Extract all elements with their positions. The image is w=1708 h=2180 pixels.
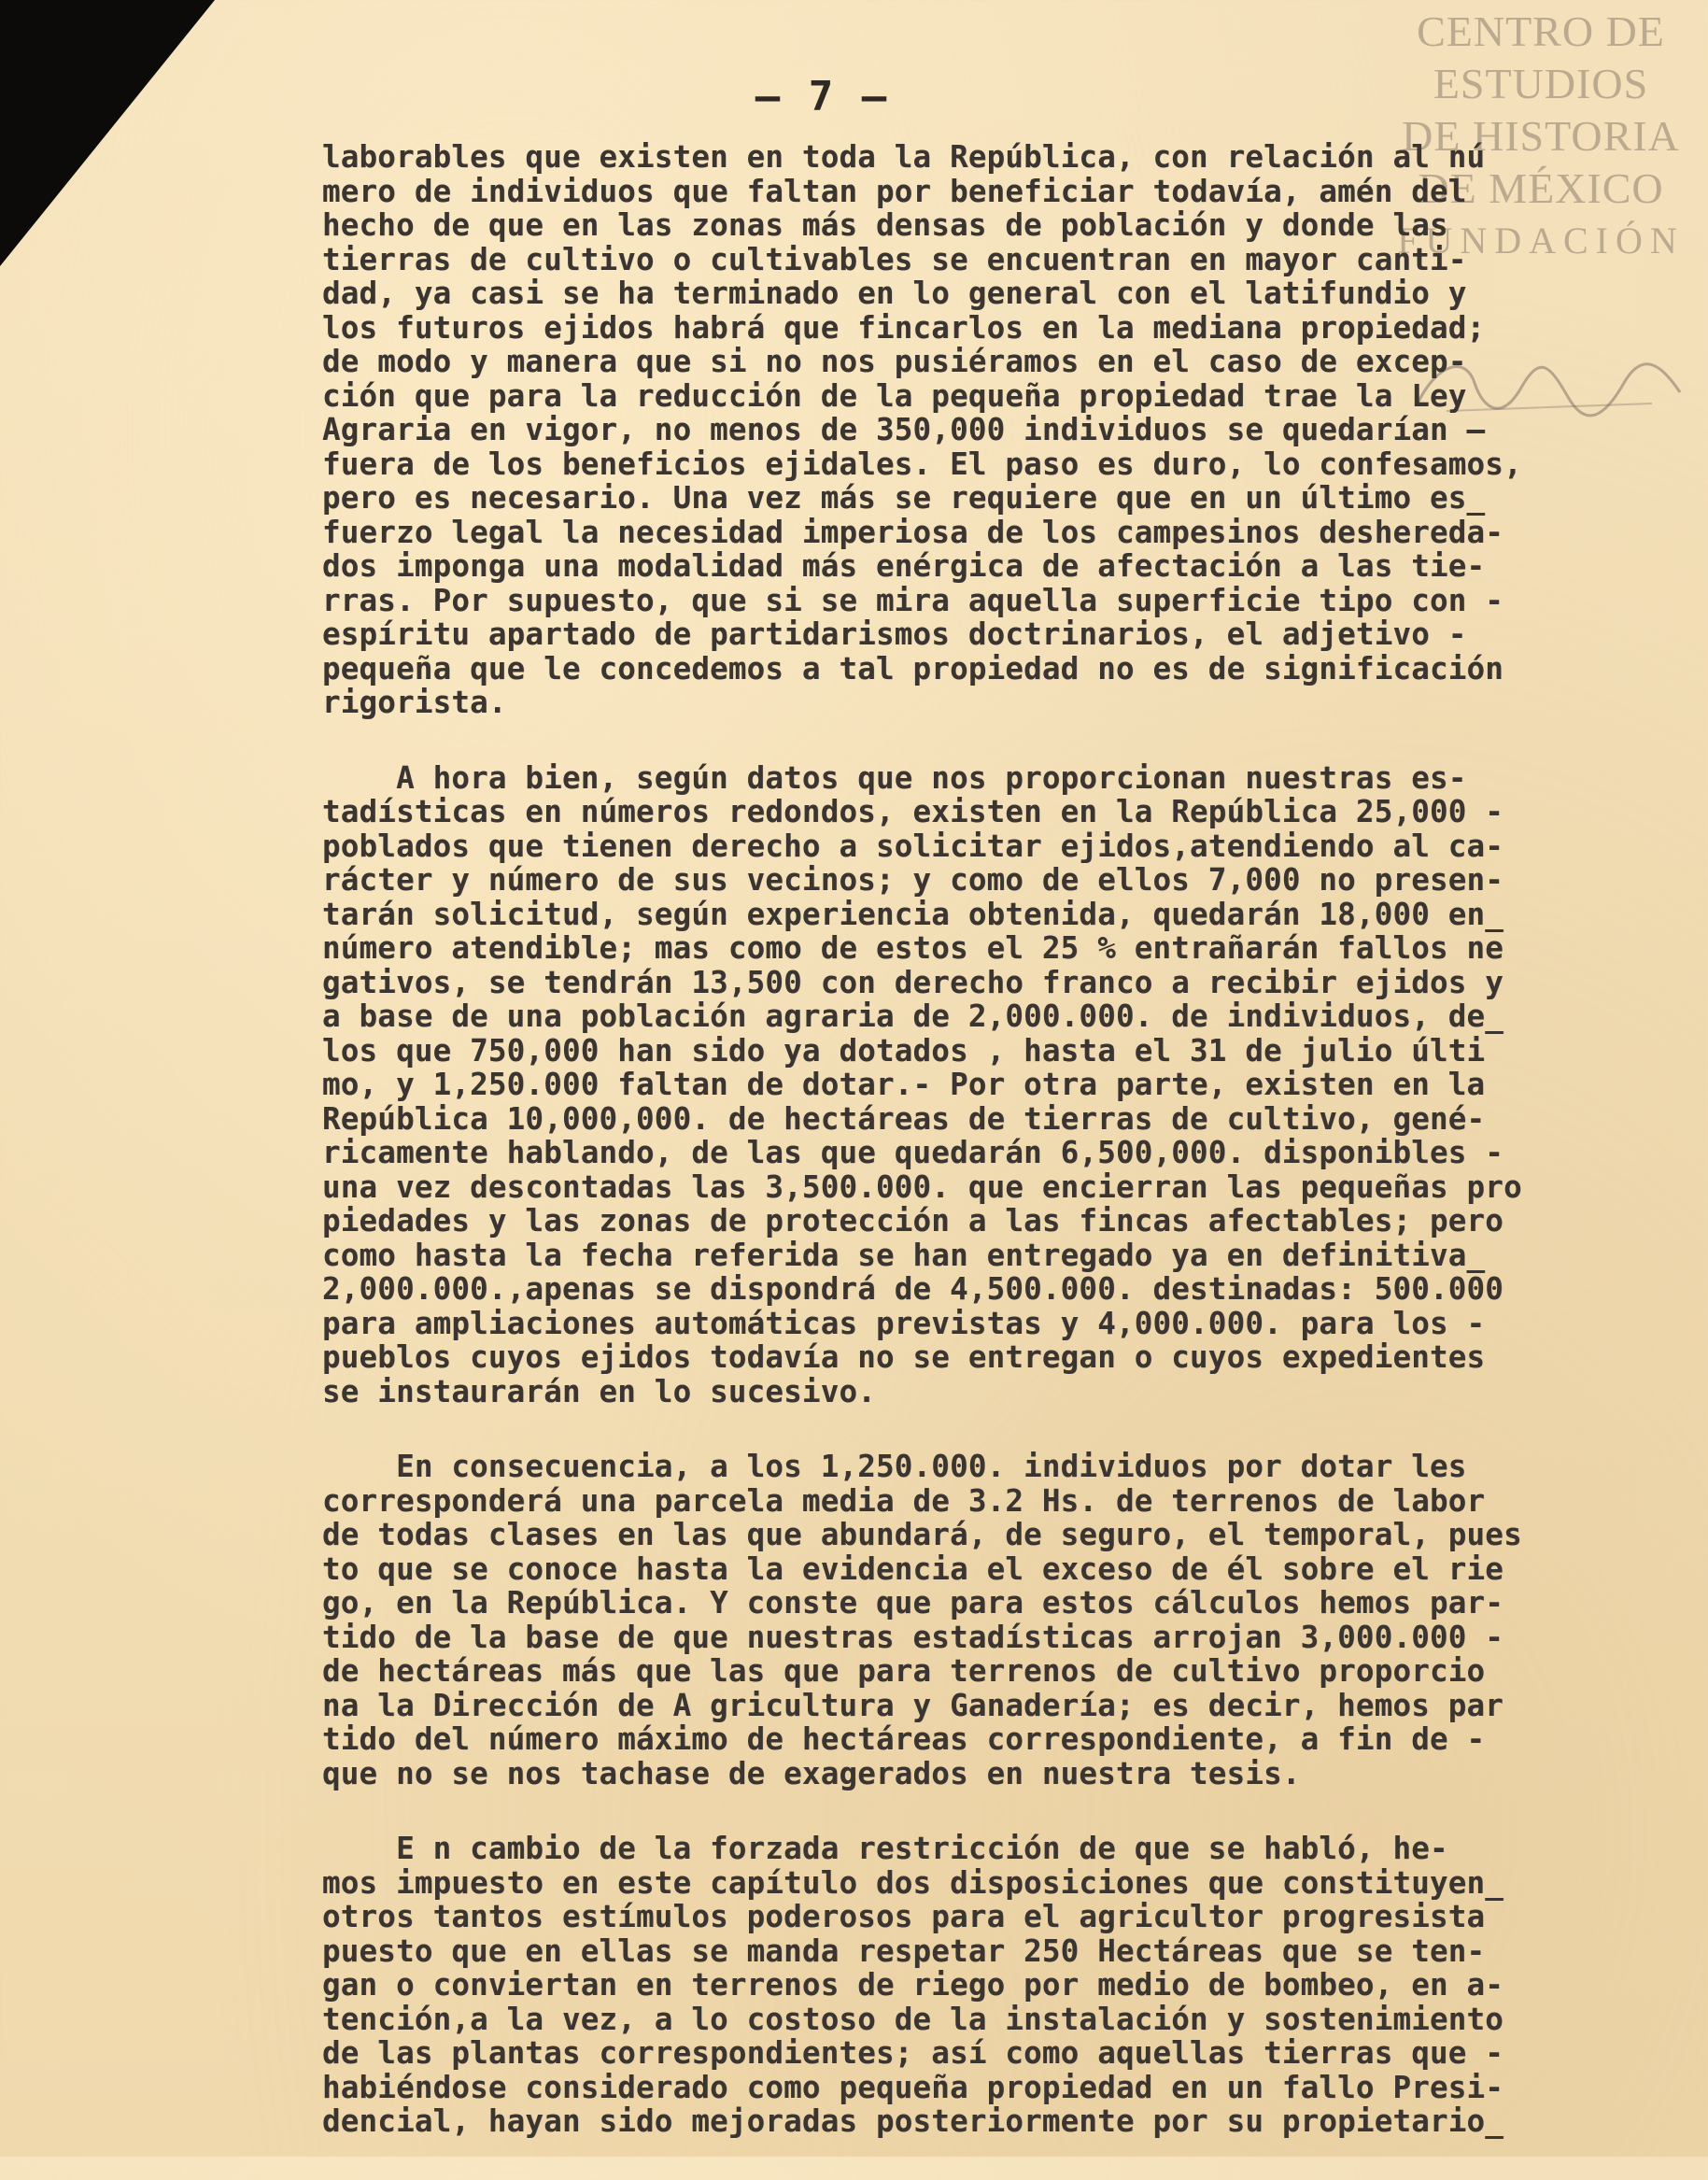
text-line: hecho de que en las zonas más densas de población y donde las <box>322 207 1448 243</box>
text-line: una vez descontadas las 3,500.000. que encierran las pequeñas pro <box>322 1168 1522 1205</box>
text-line: poblados que tienen derecho a solicitar ejidos,atendiendo al ca- <box>322 828 1504 864</box>
text-line: mo, y 1,250.000 faltan de dotar.- Por otra parte, existen en la <box>322 1067 1486 1102</box>
watermark-line: CENTRO DE <box>1417 7 1665 55</box>
text-line: tido del número máximo de hectáreas correspondiente, a fin de - <box>322 1721 1486 1757</box>
text-line: de hectáreas más que las que para terrenos de cultivo proporcio <box>322 1653 1486 1689</box>
text-line: como hasta la fecha referida se han entregado ya en definitiva_ <box>322 1237 1486 1273</box>
text-line: gativos, se tendrán 13,500 con derecho franco a recibir ejidos y <box>322 964 1504 1000</box>
text-line: los que 750,000 han sido ya dotados , hasta el 31 de julio últi <box>322 1032 1486 1069</box>
folded-corner <box>0 0 215 266</box>
text-line: pequeña que le concedemos a tal propiedad no es de significación <box>322 650 1504 687</box>
watermark-line: DE HISTORIA <box>1402 112 1680 160</box>
text-line: mos impuesto en este capítulo dos disposiciones que constituyen_ <box>322 1864 1504 1901</box>
text-line: dad, ya casi se ha terminado en lo general con el latifundio y <box>322 276 1467 311</box>
text-line: tido de la base de que nuestras estadísticas arrojan 3,000.000 - <box>322 1619 1504 1655</box>
text-line: de las plantas correspondientes; así como aquellas tierras que - <box>322 2035 1504 2071</box>
paragraph <box>322 761 1658 1409</box>
text-line: pero es necesario. Una vez más se requiere que en un último es_ <box>322 480 1486 516</box>
text-line: fuerzo legal la necesidad imperiosa de los campesinos deshereda- <box>322 514 1504 550</box>
text-line: rigorista. <box>322 685 507 720</box>
text-line: puesto que en ellas se manda respetar 250 Hectáreas que se ten- <box>322 1932 1486 1969</box>
text-line: tadísticas en números redondos, existen en la República 25,000 - <box>322 794 1504 829</box>
text-line: En consecuencia, a los 1,250.000. individuos por dotar les <box>322 1449 1467 1484</box>
text-line: na la Dirección de A gricultura y Ganadería; es decir, hemos par <box>322 1687 1504 1723</box>
text-line: laborables que existen en toda la República, con relación al nú <box>322 139 1486 175</box>
text-line: tierras de cultivo o cultivables se encuentran en mayor canti- <box>322 241 1467 277</box>
paragraph <box>322 1450 1658 1791</box>
watermark-line: DE MÉXICO <box>1418 164 1664 212</box>
text-line: espíritu apartado de partidarismos doctrinarios, el adjetivo - <box>322 616 1467 652</box>
text-line: rras. Por supuesto, que si se mira aquella superficie tipo con - <box>322 582 1504 618</box>
text-line: de todas clases en las que abundará, de seguro, el temporal, pues <box>322 1517 1522 1552</box>
text-line: dencial, hayan sido mejoradas posteriormente por su propietario_ <box>322 2103 1504 2139</box>
text-line: go, en la República. Y conste que para estos cálculos hemos par- <box>322 1585 1504 1621</box>
watermark-line: ESTUDIOS <box>1433 60 1649 107</box>
text-line: de modo y manera que si no nos pusiéramos en el caso de excep- <box>322 344 1467 379</box>
text-line: dos imponga una modalidad más enérgica de afectación a las tie- <box>322 548 1486 584</box>
text-line: a base de una población agraria de 2,000.000. de individuos, de_ <box>322 998 1504 1034</box>
text-line: E n cambio de la forzada restricción de que se habló, he- <box>322 1831 1448 1866</box>
text-line: corresponderá una parcela media de 3.2 Hs. de terrenos de labor <box>322 1482 1486 1519</box>
text-line: tención,a la vez, a lo costoso de la instalación y sostenimiento <box>322 2001 1504 2037</box>
paragraph <box>322 140 1658 720</box>
text-line: gan o conviertan en terrenos de riego por medio de bombeo, en a- <box>322 1967 1504 2003</box>
document-body <box>322 140 1658 2180</box>
text-line: piedades y las zonas de protección a las fincas afectables; pero <box>322 1203 1504 1239</box>
page-number: — 7 — <box>755 73 889 120</box>
text-line: A hora bien, según datos que nos proporcionan nuestras es- <box>322 759 1467 796</box>
text-line: para ampliaciones automáticas previstas y 4,000.000. para los - <box>322 1305 1486 1341</box>
text-line: 2,000.000.,apenas se dispondrá de 4,500.000. destinadas: 500.000 <box>322 1271 1504 1307</box>
text-line: otros tantos estímulos poderosos para el agricultor progresista <box>322 1899 1486 1934</box>
text-line: tarán solicitud, según experiencia obtenida, quedarán 18,000 en_ <box>322 896 1504 932</box>
watermark-line: FUNDACIÓN <box>1397 219 1685 262</box>
paragraph <box>322 1832 1658 2139</box>
text-line: pueblos cuyos ejidos todavía no se entregan o cuyos expedientes <box>322 1339 1486 1375</box>
text-line: se instaurarán en lo sucesivo. <box>322 1373 876 1409</box>
text-line: mero de individuos que faltan por beneficiar todavía, amén del <box>322 173 1467 209</box>
text-line: que no se nos tachase de exagerados en nuestra tesis. <box>322 1755 1301 1791</box>
text-line: los futuros ejidos habrá que fincarlos en la mediana propiedad; <box>322 309 1486 346</box>
text-line: fuera de los beneficios ejidales. El paso es duro, lo confesamos, <box>322 446 1522 482</box>
text-line: Agraria en vigor, no menos de 350,000 individuos se quedarían — <box>322 412 1486 447</box>
text-line: ricamente hablando, de las que quedarán 6,500,000. disponibles - <box>322 1135 1504 1170</box>
text-line: ción que para la reducción de la pequeña propiedad trae la Ley <box>322 377 1467 414</box>
text-line: to que se conoce hasta la evidencia el exceso de él sobre el rie <box>322 1550 1504 1587</box>
text-line: rácter y número de sus vecinos; y como de ellos 7,000 no presen- <box>322 862 1504 898</box>
text-line: República 10,000,000. de hectáreas de tierras de cultivo, gené- <box>322 1100 1486 1137</box>
text-line: número atendible; mas como de estos el 25 % entrañarán fallos ne <box>322 930 1504 966</box>
text-line: habiéndose considerado como pequeña propiedad en un fallo Presi- <box>322 2069 1504 2105</box>
